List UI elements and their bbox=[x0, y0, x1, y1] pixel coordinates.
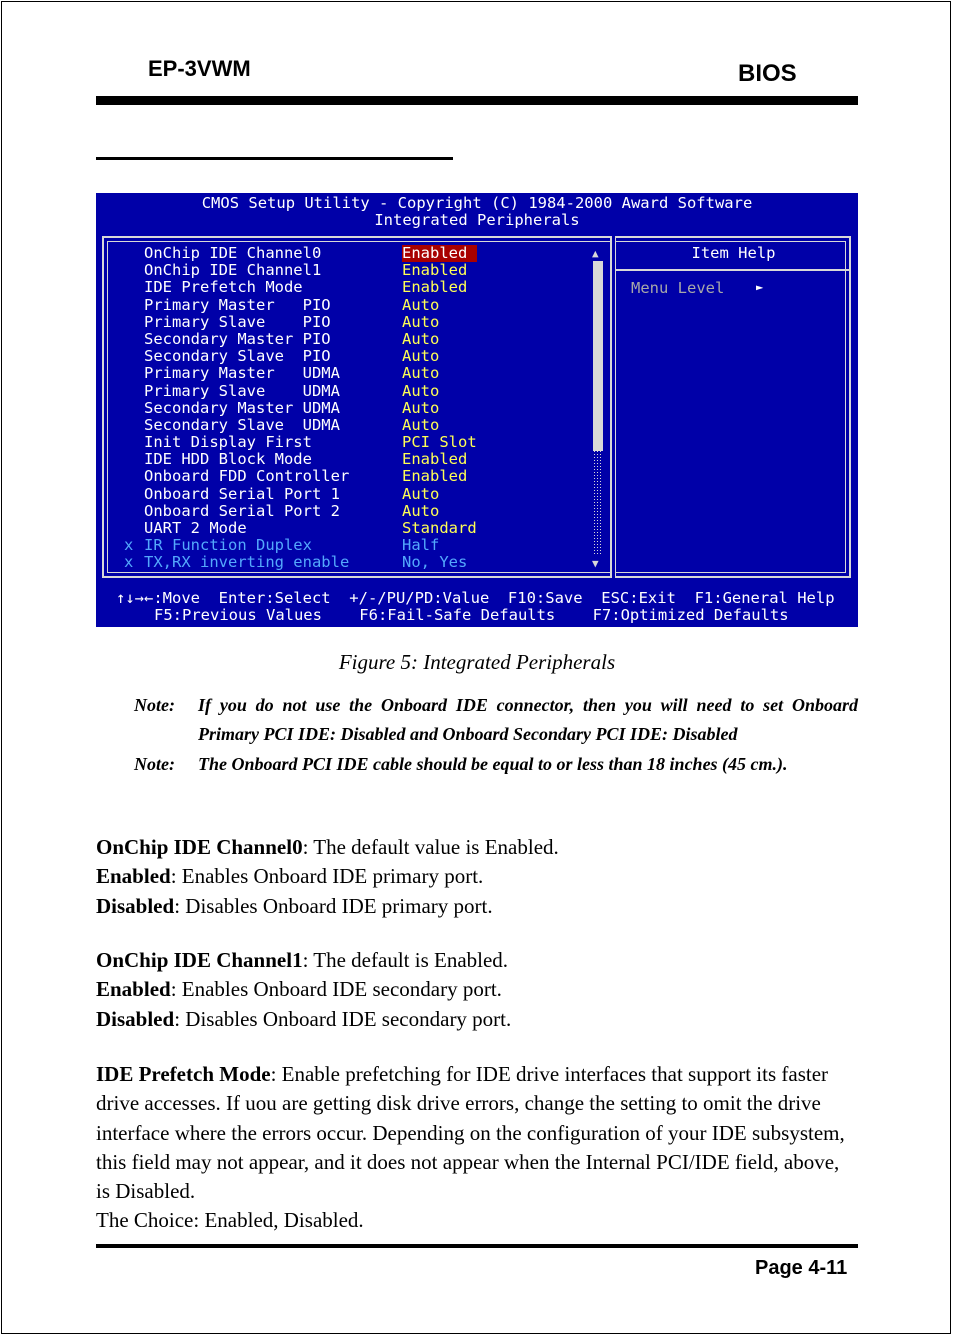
bios-item-label: UART 2 Mode bbox=[144, 519, 247, 537]
section-ide-prefetch-mode bbox=[96, 1060, 858, 1236]
term-desc: : Enable prefetching for IDE drive interfaces that support its faster drive accesses. If uou are getting disk drive errors, change the setting to omit the drive interface where the errors occur. Depending on the configuration of your IDE subsystem, this field may not appear, and it does not appear when the Internal PCI/IDE field, above, is Disabled. bbox=[96, 1062, 845, 1204]
bios-item-value[interactable]: Enabled bbox=[402, 261, 468, 280]
note-2 bbox=[134, 750, 864, 808]
bios-item-label: Secondary Master PIO bbox=[144, 329, 331, 348]
bios-item-value[interactable]: Enabled bbox=[402, 467, 468, 486]
note-1 bbox=[134, 691, 864, 749]
note-label: Note: bbox=[134, 754, 175, 774]
bios-item-label: Primary Master PIO bbox=[144, 295, 331, 314]
bios-item-value[interactable]: Auto bbox=[402, 347, 440, 366]
section-rule bbox=[96, 157, 453, 160]
section-onchip-ide-channel0 bbox=[96, 833, 858, 921]
bios-item-label: Onboard Serial Port 2 bbox=[144, 501, 340, 520]
option-name: Enabled bbox=[96, 977, 171, 1002]
bios-item-value[interactable]: Auto bbox=[402, 381, 440, 400]
bios-item-value[interactable]: Half bbox=[402, 536, 440, 555]
bios-item-value[interactable]: Enabled bbox=[402, 278, 468, 297]
bios-item-value[interactable]: Enabled bbox=[402, 245, 477, 262]
bios-item-label: IDE Prefetch Mode bbox=[144, 278, 303, 297]
page-number: Page 4-11 bbox=[755, 1257, 848, 1279]
option-desc: : Disables Onboard IDE secondary port. bbox=[174, 1006, 512, 1031]
bios-item-label: TX,RX inverting enable bbox=[144, 553, 350, 572]
term: OnChip IDE Channel1 bbox=[96, 948, 303, 972]
scroll-down-arrow-icon[interactable]: ▼ bbox=[592, 557, 599, 570]
bios-item-label: Primary Slave UDMA bbox=[144, 381, 340, 400]
header-section: BIOS bbox=[738, 60, 797, 87]
bios-item-value[interactable]: Auto bbox=[402, 295, 440, 314]
option-name: Enabled bbox=[96, 864, 171, 889]
bios-title: CMOS Setup Utility - Copyright (C) 1984-2000 Award Software bbox=[201, 194, 753, 212]
option-desc: : Enables Onboard IDE primary port. bbox=[170, 864, 484, 889]
bios-item-label: Onboard FDD Controller bbox=[144, 467, 350, 486]
disabled-x-icon: x bbox=[124, 536, 134, 555]
option-name: Disabled bbox=[96, 893, 175, 918]
section-onchip-ide-channel1 bbox=[96, 946, 858, 1034]
bios-item-value[interactable]: No, Yes bbox=[402, 553, 468, 572]
menu-level-arrow-icon: ► bbox=[756, 280, 764, 294]
bios-item-label: OnChip IDE Channel1 bbox=[144, 261, 322, 280]
bios-subtitle: Integrated Peripherals bbox=[374, 211, 580, 229]
bios-item-value[interactable]: Auto bbox=[402, 312, 440, 331]
menu-level-label: Menu Level bbox=[631, 279, 725, 297]
bios-item-value[interactable]: Auto bbox=[402, 398, 440, 417]
disabled-x-icon: x bbox=[124, 553, 134, 572]
bios-item-label: Primary Master UDMA bbox=[144, 364, 340, 383]
footer-rule bbox=[96, 1244, 858, 1248]
bios-item-label: IDE HDD Block Mode bbox=[144, 450, 312, 469]
figure-caption: Figure 5: Integrated Peripherals bbox=[338, 650, 616, 674]
bios-item-label: Secondary Slave PIO bbox=[144, 347, 331, 366]
bios-item-label: Init Display First bbox=[144, 433, 312, 452]
bios-item-label: Secondary Slave UDMA bbox=[144, 415, 340, 434]
option-name: Disabled bbox=[96, 1006, 175, 1031]
term: OnChip IDE Channel0 bbox=[96, 835, 303, 859]
term: IDE Prefetch Mode bbox=[96, 1062, 271, 1086]
term-desc: : The default is Enabled. bbox=[302, 948, 509, 972]
option-desc: : Disables Onboard IDE primary port. bbox=[174, 893, 493, 918]
bios-item-value[interactable]: Auto bbox=[402, 501, 440, 520]
item-help-title: Item Help bbox=[691, 244, 776, 262]
bios-item-value[interactable]: Auto bbox=[402, 364, 440, 383]
bios-item-label: Primary Slave PIO bbox=[144, 312, 331, 331]
bios-item-value[interactable]: Auto bbox=[402, 484, 440, 503]
choice-line: The Choice: Enabled, Disabled. bbox=[96, 1208, 364, 1233]
bios-screenshot bbox=[96, 193, 858, 627]
key-help-line-2: F5:Previous Values F6:Fail-Safe Defaults F7:Optimized Defaults bbox=[154, 606, 789, 624]
scroll-thumb[interactable] bbox=[593, 261, 603, 451]
help-divider bbox=[616, 269, 851, 271]
bios-item-value[interactable]: Auto bbox=[402, 415, 440, 434]
key-help-line-1: ↑↓→←:Move Enter:Select +/-/PU/PD:Value F10:Save ESC:Exit F1:General Help bbox=[116, 589, 835, 607]
bios-item-value[interactable]: Auto bbox=[402, 329, 440, 348]
note-text: If you do not use the Onboard IDE connector, then you will need to set Onboard Primary PCI IDE: Disabled and Onboard Secondary PCI IDE: Disabled bbox=[198, 695, 858, 744]
scroll-up-arrow-icon[interactable]: ▲ bbox=[592, 247, 599, 260]
bios-item-label: Secondary Master UDMA bbox=[144, 398, 340, 417]
bios-item-label: Onboard Serial Port 1 bbox=[144, 484, 340, 503]
bios-item-label: IR Function Duplex bbox=[144, 536, 312, 555]
header-model: EP-3VWM bbox=[148, 56, 251, 81]
bios-item-value[interactable]: Enabled bbox=[402, 450, 468, 469]
note-label: Note: bbox=[134, 695, 175, 715]
bios-item-label: OnChip IDE Channel0 bbox=[144, 244, 322, 262]
term-desc: : The default value is Enabled. bbox=[302, 835, 559, 859]
bios-divider bbox=[610, 236, 616, 578]
bios-item-value[interactable]: Standard bbox=[402, 519, 477, 537]
option-desc: : Enables Onboard IDE secondary port. bbox=[170, 977, 502, 1002]
header-rule bbox=[96, 96, 858, 105]
bios-bottom-rule bbox=[96, 627, 858, 629]
note-text: The Onboard PCI IDE cable should be equal to or less than 18 inches (45 cm.). bbox=[198, 754, 788, 774]
bios-item-value[interactable]: PCI Slot bbox=[402, 433, 477, 452]
